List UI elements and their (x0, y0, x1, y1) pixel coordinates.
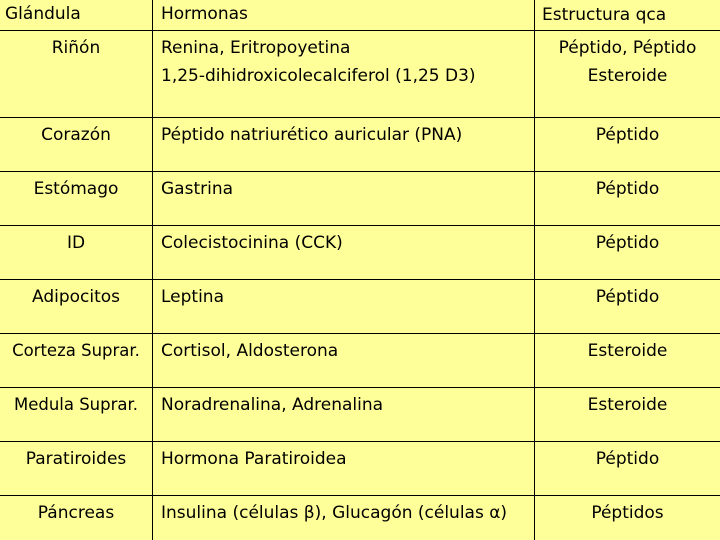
hormone-line: Leptina (161, 287, 225, 307)
gland-name: Corazón (41, 125, 111, 145)
structure-line: Péptido, Péptido (558, 38, 697, 58)
gland-name: Paratiroides (25, 449, 127, 469)
structure-line: Péptido (595, 233, 660, 253)
gland-name: Corteza Suprar. (12, 341, 140, 360)
hormone-line: Noradrenalina, Adrenalina (161, 395, 384, 415)
hormone-line: Hormona Paratiroidea (161, 449, 347, 469)
structure-cell (535, 496, 720, 540)
gland-cell (0, 226, 153, 279)
structure-line: Esteroide (587, 341, 668, 361)
hormone-line: 1,25-dihidroxicolecalciferol (1,25 D3) (161, 66, 476, 86)
gland-cell (0, 280, 153, 333)
structure-cell (535, 388, 720, 441)
hormones-cell (153, 334, 535, 387)
header-gland-label: Glándula (5, 4, 81, 24)
table-row (0, 225, 720, 279)
gland-cell (0, 118, 153, 171)
structure-cell (535, 280, 720, 333)
gland-name: Riñón (51, 38, 101, 58)
structure-cell (535, 172, 720, 225)
gland-cell (0, 496, 153, 540)
table-row (0, 30, 720, 117)
structure-cell (535, 334, 720, 387)
hormone-line: Gastrina (161, 179, 234, 199)
table-row (0, 387, 720, 441)
gland-name: Estómago (33, 179, 119, 199)
header-hormones (153, 0, 535, 30)
hormones-cell (153, 118, 535, 171)
gland-cell (0, 172, 153, 225)
hormones-cell (153, 280, 535, 333)
gland-name: ID (66, 233, 86, 253)
structure-line: Esteroide (587, 66, 668, 86)
gland-name: Medula Suprar. (13, 395, 139, 414)
hormone-line: Cortisol, Aldosterona (161, 341, 339, 361)
table-row (0, 441, 720, 495)
gland-cell (0, 31, 153, 117)
structure-line: Péptido (595, 125, 660, 145)
structure-line: Péptido (595, 449, 660, 469)
header-gland (0, 0, 153, 30)
header-structure-label: Estructura qca (542, 5, 667, 25)
table-row (0, 495, 720, 540)
gland-cell (0, 388, 153, 441)
table-row (0, 171, 720, 225)
structure-line: Péptido (595, 179, 660, 199)
gland-cell (0, 442, 153, 495)
hormone-line: Renina, Eritropoyetina (161, 38, 351, 58)
structure-cell (535, 442, 720, 495)
structure-cell (535, 31, 720, 117)
header-hormones-label: Hormonas (161, 4, 248, 24)
hormones-cell (153, 388, 535, 441)
hormones-cell (153, 226, 535, 279)
gland-name: Páncreas (37, 503, 115, 523)
hormones-cell (153, 442, 535, 495)
table-row (0, 117, 720, 171)
header-structure (535, 0, 720, 30)
gland-name: Adipocitos (31, 287, 121, 307)
hormone-line: Péptido natriurético auricular (PNA) (161, 125, 463, 145)
structure-cell (535, 226, 720, 279)
structure-cell (535, 118, 720, 171)
hormone-line: Colecistocinina (CCK) (161, 233, 343, 253)
structure-line: Péptidos (591, 503, 664, 523)
table-row (0, 333, 720, 387)
structure-line: Péptido (595, 287, 660, 307)
table-header-row (0, 0, 720, 30)
gland-cell (0, 334, 153, 387)
hormones-cell (153, 496, 535, 540)
table-row (0, 279, 720, 333)
hormones-cell (153, 172, 535, 225)
hormone-line: Insulina (células β), Glucagón (células α) (161, 503, 508, 523)
hormones-cell (153, 31, 535, 117)
structure-line: Esteroide (587, 395, 668, 415)
